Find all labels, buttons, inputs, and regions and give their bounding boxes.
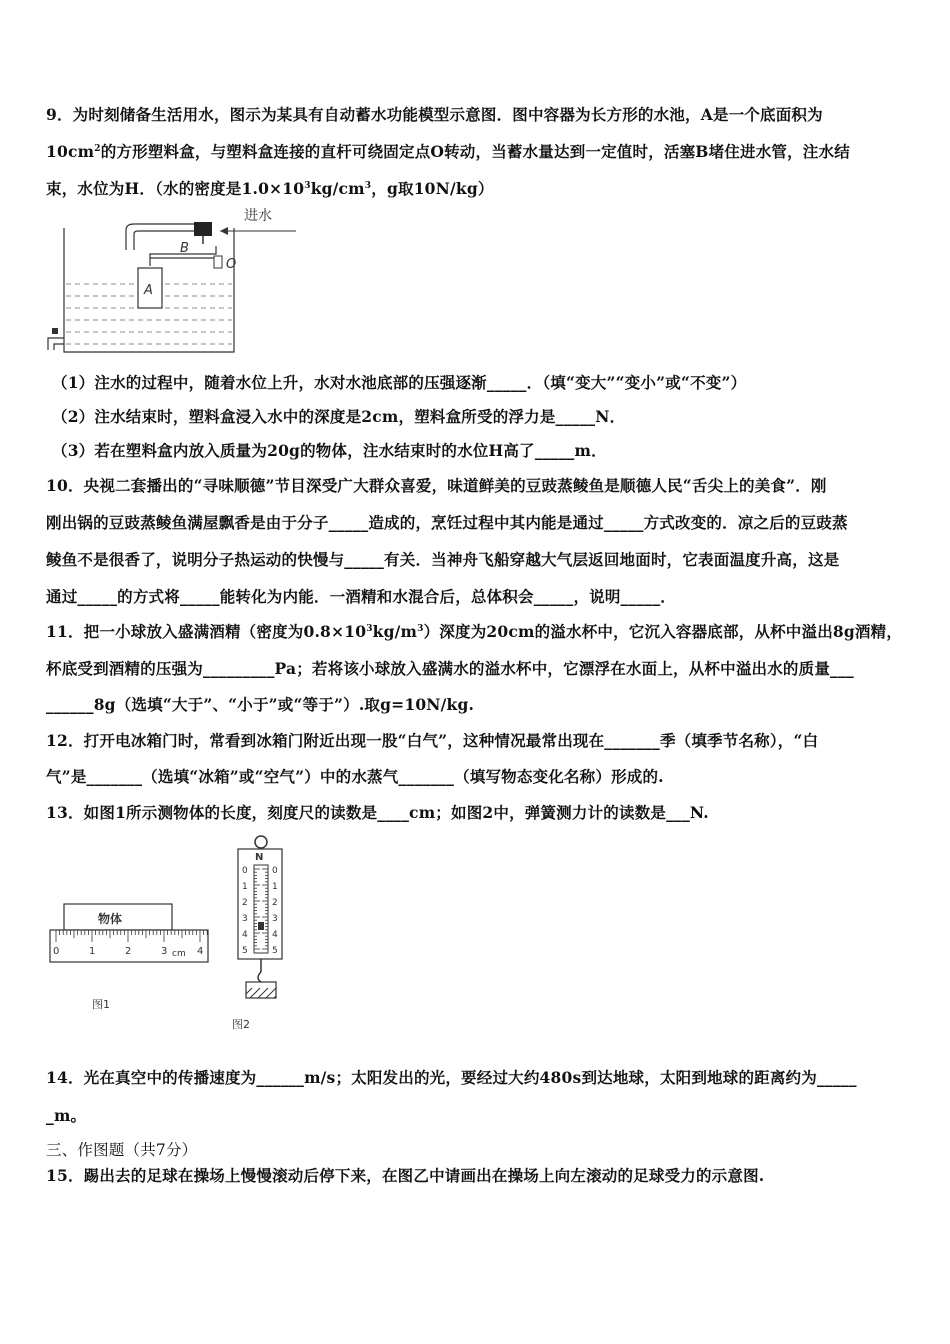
ruler-tick-label: 4: [197, 946, 204, 957]
scale-tick-label: 4: [272, 930, 278, 940]
ruler-tick-label: 3: [161, 946, 168, 957]
scale-tick-label: 0: [242, 866, 248, 876]
q10-line-2: 刚出锅的豆豉蒸鲮鱼满屋飘香是由于分子_____造成的，烹饪过程中其内能是通过_____方式改变的．凉之后的豆豉蒸: [46, 513, 848, 532]
tap-handle-icon: [52, 328, 58, 334]
scale-tick-label: 4: [242, 930, 248, 940]
ruler-tick-label: 2: [125, 946, 132, 957]
scale-tick-label: 2: [242, 898, 248, 908]
scale-tick-label: 5: [272, 946, 278, 956]
scale-tick-label: 2: [272, 898, 278, 908]
hook-ring-icon: [255, 836, 267, 848]
ruler-tick-label: 1: [89, 946, 96, 957]
spring-scale-figure: [222, 832, 292, 1032]
water-tank-diagram: [38, 200, 308, 360]
q11-line-2: 杯底受到酒精的压强为_________Pa；若将该小球放入盛满水的溢水杯中，它漂浮在水面上，从杯中溢出水的质量___: [46, 659, 854, 678]
scale-tick-label: 5: [242, 946, 248, 956]
q9-part-2: （2）注水结束时，塑料盒浸入水中的深度是2cm，塑料盒所受的浮力是_____N．: [52, 407, 626, 426]
scale-tick-label: 3: [272, 914, 278, 924]
section-3-heading: 三、作图题（共7分）: [46, 1141, 198, 1159]
figure-1-caption: 图1: [92, 998, 110, 1011]
q11-line-1: 11．把一小球放入盛满酒精（密度为$0.8\times 10^3kg/m^3$）深度为20cm的溢水杯中，它沉入容器底部，从杯中溢出8g酒精，: [46, 622, 903, 641]
pivot-icon: [214, 256, 222, 268]
ruler-tick-label: 0: [53, 946, 60, 957]
inlet-arrow-icon: [220, 227, 228, 235]
q9-part-1: （1）注水的过程中，随着水位上升，水对水池底部的压强逐渐_____．（填“变大”“变小”或“不变”）: [52, 373, 747, 392]
valve-label: B: [180, 241, 189, 256]
q15-line-1: 15．踢出去的足球在操场上慢慢滚动后停下来，在图乙中请画出在操场上向左滚动的足球受力的示意图.: [46, 1166, 765, 1185]
object-label: 物体: [98, 912, 123, 926]
ruler-unit: cm: [172, 949, 186, 959]
q9-line-2: $10cm^2$的方形塑料盒，与塑料盒连接的直杆可绕固定点O转动，当蓄水量达到一定值时，活塞B堵住进水管，注水结: [46, 142, 850, 161]
scale-tick-label: 1: [242, 882, 248, 892]
scale-tick-label: 3: [242, 914, 248, 924]
ruler-figure: [46, 898, 214, 1018]
q12-line-1: 12．打开电冰箱门时，常看到冰箱门附近出现一股“白气”，这种情况最常出现在_______季（填季节名称），“白: [46, 731, 819, 750]
q13-line-1: 13．如图1所示测物体的长度，刻度尺的读数是____cm；如图2中，弹簧测力计的读数是___N.: [46, 803, 709, 822]
hook-icon: [258, 972, 261, 982]
q14-line-1: 14．光在真空中的传播速度为______m/s；太阳发出的光，要经过大约480s到达地球，太阳到地球的距离约为_____: [46, 1068, 857, 1087]
valve-block: [194, 222, 212, 236]
q11-line-3: ______8g（选填“大于”、“小于”或“等于”）.取g=10N/kg.: [46, 695, 475, 714]
q9-line-1: 9．为时刻储备生活用水，图示为某具有自动蓄水功能模型示意图．图中容器为长方形的水池，A是一个底面积为: [46, 105, 823, 124]
pivot-label: O: [226, 257, 237, 272]
inlet-label: 进水: [244, 208, 272, 224]
q10-line-3: 鲮鱼不是很香了，说明分子热运动的快慢与_____有关．当神舟飞船穿越大气层返回地面时，它表面温度升高，这是: [46, 550, 840, 569]
q12-line-2: 气”是_______（选填“冰箱”或“空气”）中的水蒸气_______（填写物态变化名称）形成的.: [46, 767, 664, 786]
scale-pointer: [258, 922, 264, 930]
q9-line-3: 束，水位为H．（水的密度是$1.0\times 10^3kg/cm^3$，g取10N/kg）: [46, 179, 494, 198]
box-label: A: [144, 283, 153, 298]
scale-tick-label: 0: [272, 866, 278, 876]
q10-line-1: 10．央视二套播出的“寻味顺德”节目深受广大群众喜爱，味道鲜美的豆豉蒸鲮鱼是顺德人民“舌尖上的美食”．刚: [46, 476, 827, 495]
figure-2-caption: 图2: [232, 1018, 250, 1031]
scale-tick-label: 1: [272, 882, 278, 892]
q9-part-3: （3）若在塑料盒内放入质量为20g的物体，注水结束时的水位H高了_____m．: [52, 441, 607, 460]
q10-line-4: 通过_____的方式将_____能转化为内能．一酒精和水混合后，总体积会_____，说明_____．: [46, 587, 677, 606]
scale-unit: N: [255, 852, 264, 863]
q14-line-2: _m。: [46, 1106, 87, 1125]
